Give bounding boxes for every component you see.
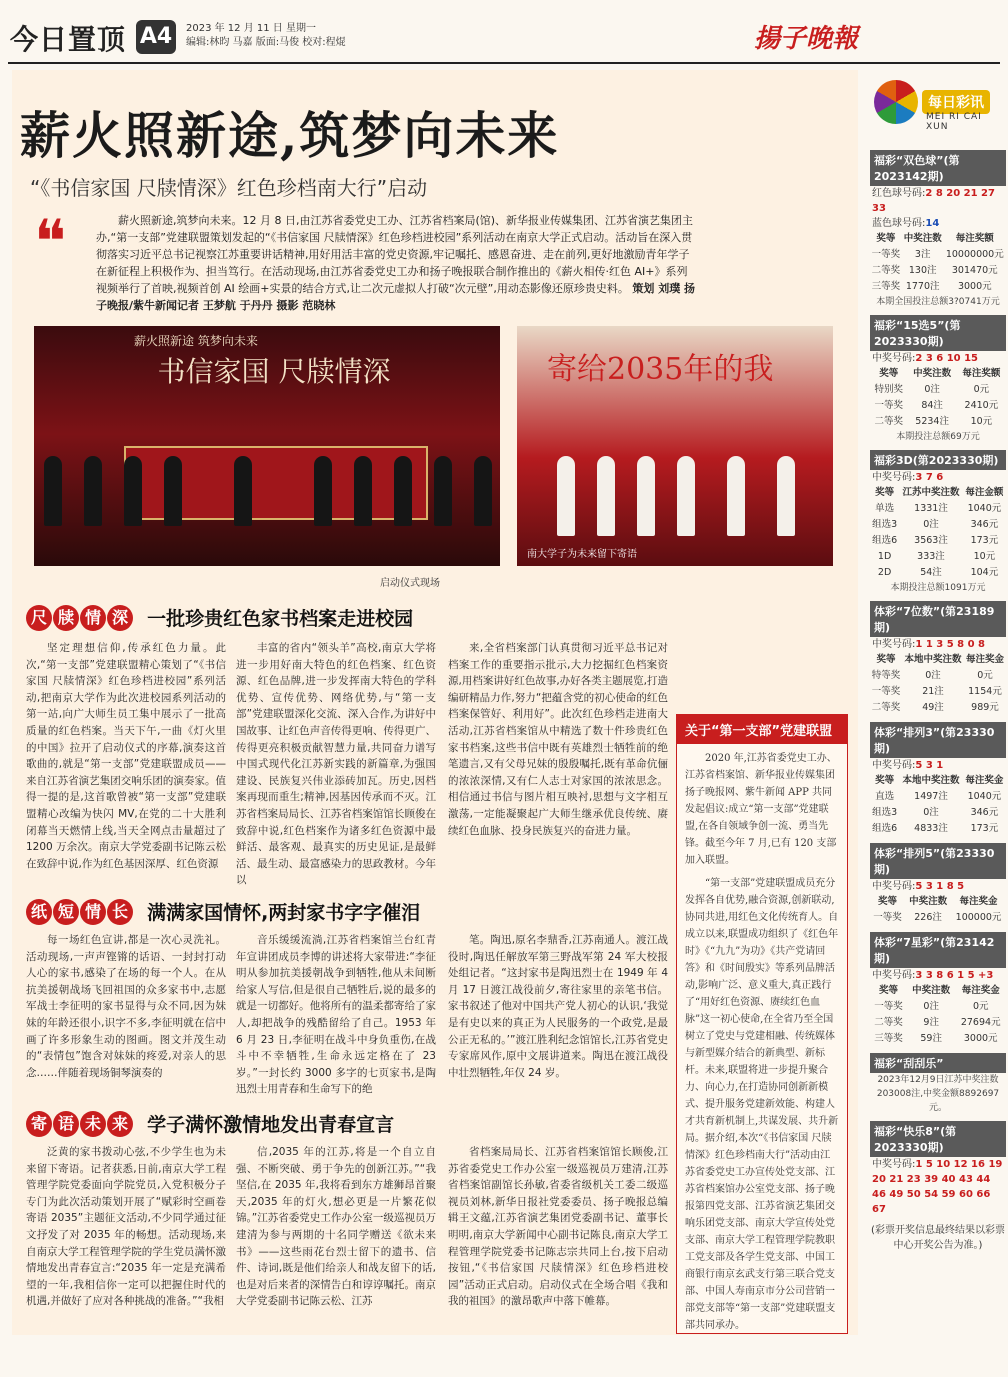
quote-mark-icon: ❝ bbox=[34, 207, 67, 277]
section-title: 学子满怀激情地发出青春宣言 bbox=[147, 1114, 395, 1136]
paragraph: 笔。陶迅,原名李鼎香,江苏南通人。渡江战役时,陶迅任解放军第三野战军第 24 军大校报处组记者。“这封家书是陶迅烈士在 1949 年 4 月 17 日渡江战役前夕,寄往家里的亲笔书信。家书叙述了他对中国共产党人初心的认识,‘我觉是有史以来的真正为人民服务的一个政党,是最公正无私的。’”渡江胜利纪念馆馆长,江苏省党史专家席风作,原中文展讲道来。陶迅在渡江战役中壮烈牺牲,年仅 24 岁。 bbox=[448, 934, 668, 1079]
prize-table-row bbox=[870, 517, 1006, 533]
prize-table-row bbox=[870, 279, 1006, 295]
section-2-col-3 bbox=[448, 932, 668, 1100]
prize-table-cell: 346元 bbox=[970, 807, 999, 818]
section-3-header bbox=[26, 1110, 394, 1140]
lead-paragraph bbox=[96, 212, 696, 314]
prize-table-header-cell: 奖等 bbox=[876, 654, 896, 665]
paragraph: 音乐缓缓流淌,江苏省档案馆兰台红青年宣讲团成员李博的讲述将大家带进:“李征明从参加抗美援朝战争到牺牲,他从未间断给家人写信,但是很自己牺牲后,说的最多的就是一切都好。他将所有的温柔都寄给了家人,却把战争的残酷留给了自己。1953 年 6 月 23 日,李征明在战斗中身负重伤,在战斗中不幸牺牲,生命永远定格在了 23 岁。”一封长约 3000 多字的七页家书,是陶迅烈士用青春和生命写下的绝 bbox=[236, 934, 436, 1096]
sidebar-text bbox=[677, 744, 847, 1334]
lottery-number-label: 中奖号码: bbox=[872, 881, 916, 892]
lottery-games bbox=[870, 150, 1006, 1217]
section-3-col-1 bbox=[26, 1144, 226, 1330]
lottery-game-title: 体彩“排列3”(第23330期) bbox=[870, 722, 1006, 758]
prize-table-cell: 226注 bbox=[914, 912, 942, 923]
sidebar-paragraph: “第一支部”党建联盟成员充分发挥各自优势,融合资源,创新联动,协同共进,用红色文化传统育人。自成立以来,联盟成功组织了《红色年时》《“九九”为功》《共产党请回答》和《时间殷实》等系列品牌活动,影响广泛、意义重大,真正践行了“用好红色资源、赓续红色血脉”这一初心使命,在全省乃至全国树立了党史与党建相融、传统媒体与新型媒介结合的新典型、新标杆。未来,联盟将进一步提升聚合力、向心力,在打造协同创新新模式、提升服务党建新效能、构建人才共育新机制上,共谋发展、共升新局。据介绍,本次“《书信家国 尺牍情深》红色珍档南大行”活动由江苏省委党史工办宣传处党支部、江苏省档案馆办公室党支部、扬子晚报第四党支部、江苏省演艺集团交响乐团党支部、南京大学宣传处党支部、南京大学工程管理学院教职工党支部及各学生党支部、中国工商银行南京玄武支行第三联合党支部、中国人寿南京市分公司营销一部党支部等“第一支部”党建联盟支部共同承办。 bbox=[685, 878, 839, 1331]
prize-table-header-cell: 每注奖金 bbox=[961, 985, 1000, 996]
lottery-winning-numbers: 2 8 20 21 27 33 bbox=[872, 188, 995, 214]
lottery-number-line bbox=[870, 1157, 1006, 1217]
lottery-game-title: 福彩“双色球”(第2023142期) bbox=[870, 150, 1006, 186]
prize-table-header bbox=[870, 485, 1006, 501]
prize-table-row bbox=[870, 684, 1006, 700]
lottery-game bbox=[870, 1053, 1006, 1115]
section-badge-char: 语 bbox=[53, 1111, 79, 1137]
subheadline: “《书信家国 尺牍情深》红色珍档南大行”启动 bbox=[30, 176, 428, 200]
prize-table-cell: 10元 bbox=[970, 416, 993, 427]
prize-table-cell: 301470元 bbox=[951, 265, 998, 276]
lottery-game bbox=[870, 601, 1006, 716]
prize-table-row bbox=[870, 533, 1006, 549]
section-title: 一批珍贵红色家书档案走进校园 bbox=[147, 608, 414, 630]
lottery-game-title: 福彩“快乐8”(第2023330期) bbox=[870, 1121, 1006, 1157]
lottery-winning-numbers: 3 7 6 bbox=[915, 472, 944, 483]
prize-table-cell: 特等奖 bbox=[871, 670, 901, 681]
prize-table-cell: 0元 bbox=[977, 670, 993, 681]
prize-table-cell: 0注 bbox=[923, 1001, 939, 1012]
lottery-winning-numbers: 5 3 1 bbox=[915, 760, 944, 771]
prize-table-cell: 10元 bbox=[973, 551, 996, 562]
section-badge-char: 情 bbox=[80, 899, 106, 925]
prize-table-cell: 27694元 bbox=[960, 1017, 1001, 1028]
prize-table-row bbox=[870, 999, 1006, 1015]
prize-table-cell: 1331注 bbox=[914, 503, 948, 514]
prize-table-cell: 989元 bbox=[971, 702, 999, 713]
prize-table-header-cell: 每注奖金 bbox=[965, 654, 1004, 665]
prize-table-cell: 54注 bbox=[920, 567, 942, 578]
person-figure bbox=[314, 456, 332, 526]
lottery-winning-numbers: 3 3 8 6 1 5 +3 bbox=[915, 970, 994, 981]
section-label: 今日置顶 bbox=[10, 23, 127, 56]
prize-table-cell: 一等奖 bbox=[871, 249, 901, 260]
prize-table-row bbox=[870, 668, 1006, 684]
lottery-logo-pinyin: MEI RI CAI XUN bbox=[926, 112, 982, 132]
lottery-number-label: 中奖号码: bbox=[872, 639, 916, 650]
person-figure bbox=[637, 456, 655, 536]
prize-table-row bbox=[870, 549, 1006, 565]
lottery-winning-numbers: 1 5 10 12 16 19 20 21 23 39 40 43 44 46 49 50 54 59 60 66 67 bbox=[872, 1159, 1003, 1215]
prize-table-header-cell: 奖等 bbox=[875, 487, 895, 498]
prize-table-cell: 3000元 bbox=[963, 1033, 998, 1044]
lottery-logo-text: 每日彩讯 bbox=[922, 90, 990, 114]
sidebar-paragraph: 2020 年,江苏省委党史工办、江苏省档案馆、新华报业传媒集团扬子晚报网、紫牛新闻 APP 共同发起倡议:成立“第一支部”党建联盟,在各自领域争创一流、勇当先锋。截至今年 7 月,已有 120 支部加入联盟。 bbox=[685, 753, 837, 866]
prize-table-header-cell: 本地中奖注数 bbox=[904, 654, 962, 665]
prize-table bbox=[870, 485, 1006, 581]
person-figure bbox=[44, 456, 62, 526]
prize-table-cell: 1497注 bbox=[914, 791, 948, 802]
person-figure bbox=[124, 456, 142, 526]
paragraph: 省档案局局长、江苏省档案馆馆长顾俊,江苏省委党史工作办公室一级巡视员万建清,江苏省档案馆副馆长孙敏,省委省级机关工委二级巡视员刘林,新华日报社党委委员、扬子晚报总编辑王文蕴,江苏省演艺集团党委副书记、董事长明明,南京大学新闻中心副书记陈良,南京大学工程管理学院党委书记陈志宗共同上台,按下启动按钮,“《书信家国 尺牍情深》红色珍档进校园”活动正式启动。启动仪式在全场合唱《我和我的祖国》的激昂歌声中落下帷幕。 bbox=[448, 1146, 668, 1308]
lottery-footnote: (彩票开奖信息最终结果以彩票中心开奖公告为准。) bbox=[871, 1225, 1005, 1251]
prize-table-header-cell: 每注奖额 bbox=[962, 368, 1001, 379]
prize-table-cell: 49注 bbox=[922, 702, 944, 713]
prize-table-cell: 组选3 bbox=[872, 519, 898, 530]
prize-table-row bbox=[870, 398, 1006, 414]
paragraph: 泛黄的家书拨动心弦,不少学生也为未来留下寄语。记者获悉,日前,南京大学工程管理学院党委面向学院党员,入党积极分子专门为此次活动策划开展了“赋彩时空画卷 寄语 2035”主题征文活动,不少同学通过征文抒发了对 2035 年的畅想。活动现场,来自南京大学工程管理学院的学生党员满怀激情地发出青春宣言:“2035 年一定是充满希望的一年,我相信你一定可以把握住时代的机遇,并做好了应对各种挑战的准备。”“我相 bbox=[26, 1146, 226, 1308]
prize-table-cell: 二等奖 bbox=[874, 416, 904, 427]
prize-table-cell: 1040元 bbox=[967, 791, 1002, 802]
prize-table-header bbox=[870, 652, 1006, 668]
lottery-game bbox=[870, 150, 1006, 309]
lottery-note: 本期全国投注总额3?0741万元 bbox=[876, 297, 1000, 307]
prize-table-cell: 2D bbox=[877, 567, 892, 578]
prize-table-cell: 一等奖 bbox=[871, 686, 901, 697]
prize-table-cell: 10000000元 bbox=[945, 249, 1004, 260]
lottery-winning-numbers: 2 3 6 10 15 bbox=[915, 353, 979, 364]
lottery-number-label: 蓝色球号码: bbox=[872, 218, 926, 229]
lottery-game bbox=[870, 932, 1006, 1047]
prize-table-header-cell: 每注奖金 bbox=[959, 896, 998, 907]
prize-table-cell: 3000元 bbox=[957, 281, 992, 292]
prize-table-cell: 1040元 bbox=[967, 503, 1002, 514]
prize-table-cell: 3563注 bbox=[914, 535, 948, 546]
prize-table-cell: 59注 bbox=[920, 1033, 942, 1044]
prize-table-header bbox=[870, 983, 1006, 999]
section-3-col-3 bbox=[448, 1144, 668, 1330]
prize-table-row bbox=[870, 700, 1006, 716]
prize-table-cell: 2410元 bbox=[964, 400, 999, 411]
person-figure bbox=[394, 456, 412, 526]
prize-table-cell: 104元 bbox=[970, 567, 999, 578]
lottery-number-line bbox=[870, 758, 1006, 773]
paragraph: 坚定理想信仰,传承红色力量。此次,“第一支部”党建联盟精心策划了“《书信家国 尺牍情深》红色珍档进校园”系列活动,把南京大学作为此次进校园系列活动的第一站,向广大师生员工集中展示了一批高质量的红色档案。当天下午,一曲《灯火里的中国》拉开了启动仪式的序幕,演奏这首歌曲的,就是“第一支部”党建联盟成员——来自江苏省演艺集团交响乐团的演奏家。值得一提的是,这首歌曾被“第一支部”党建联盟精心改编为快闪 MV,在党的二十大胜利闭幕当天燃情上线,当天全网点击量超过了 1200 万余次。南京大学党委副书记陈云松在致辞中说,作为红色基因深厚、红色资源 bbox=[26, 642, 226, 870]
person-figure bbox=[597, 456, 615, 536]
section-1-col-3 bbox=[448, 640, 668, 890]
prize-table-header-cell: 奖等 bbox=[878, 896, 898, 907]
prize-table-cell: 0注 bbox=[923, 807, 939, 818]
prize-table-row bbox=[870, 382, 1006, 398]
prize-table-header-cell: 奖等 bbox=[876, 233, 896, 244]
section-badge-char: 纸 bbox=[26, 899, 52, 925]
prize-table-row bbox=[870, 821, 1006, 837]
lottery-number-line bbox=[870, 879, 1006, 894]
prize-table bbox=[870, 366, 1006, 430]
prize-table-cell: 直选 bbox=[875, 791, 895, 802]
lottery-logo bbox=[870, 70, 1006, 150]
section-badge-char: 寄 bbox=[26, 1111, 52, 1137]
person-figure bbox=[557, 456, 575, 536]
launch-ceremony-photo bbox=[34, 326, 500, 566]
prize-table-cell: 三等奖 bbox=[874, 1033, 903, 1044]
prize-table-cell: 84注 bbox=[921, 400, 943, 411]
section-2-col-2 bbox=[236, 932, 436, 1100]
prize-table-cell: 130注 bbox=[908, 265, 937, 276]
prize-table-cell: 1D bbox=[877, 551, 892, 562]
person-figure bbox=[677, 456, 695, 536]
lottery-game-title: 体彩“7位数”(第23189期) bbox=[870, 601, 1006, 637]
lottery-game-title: 体彩“排列5”(第23330期) bbox=[870, 843, 1006, 879]
prize-table-cell: 二等奖 bbox=[871, 702, 901, 713]
prize-table-cell: 173元 bbox=[970, 535, 999, 546]
prize-table-header bbox=[870, 231, 1006, 247]
header-meta bbox=[186, 22, 346, 50]
photo-b-caption: 南大学子为未来留下寄语 bbox=[527, 549, 637, 560]
prize-table-cell: 5234注 bbox=[915, 416, 949, 427]
lottery-column bbox=[870, 70, 1006, 1360]
header-divider bbox=[8, 62, 1000, 64]
section-badge-char: 长 bbox=[107, 899, 133, 925]
prize-table-cell: 21注 bbox=[922, 686, 944, 697]
paragraph: 丰富的省内“领头羊”高校,南京大学将进一步用好南大特色的红色档案、红色资源、红色品牌,进一步发挥南大特色的学科优势、宣传优势、网络优势,与“第一支部”党建联盟深化交流、深入合作,为讲好中国故事、让红色声音传得更响、传得更广、传得更亮积极贡献智慧力量,共同奋力谱写中国式现代化江苏新实践的新篇章,为强国建设、民族复兴伟业添砖加瓦。历史,因档案再现而重生;精神,因基因传承而不灭。江苏省档案局局长、江苏省档案馆馆长顾俊在致辞中说,红色档案作为诸多红色资源中最鲜活、最客观、最真实的历史见证,是最鲜活、最生动、最富感染力的思政教材。今年以 bbox=[236, 642, 436, 887]
editors-line: 编辑:林昀 马嘉 版面:马俊 校对:程焜 bbox=[186, 37, 346, 48]
lottery-number-label: 红色球号码: bbox=[872, 188, 926, 199]
prize-table-cell: 1770注 bbox=[905, 281, 940, 292]
lottery-game bbox=[870, 1121, 1006, 1217]
lottery-number-line bbox=[870, 186, 1006, 216]
prize-table-cell: 333注 bbox=[917, 551, 945, 562]
prize-table-cell: 组选6 bbox=[872, 823, 898, 834]
section-badge-char: 未 bbox=[80, 1111, 106, 1137]
prize-table-row bbox=[870, 565, 1006, 581]
lottery-number-line bbox=[870, 637, 1006, 652]
prize-table-header-cell: 每注金额 bbox=[965, 487, 1004, 498]
prize-table-header-cell: 中奖注数 bbox=[913, 368, 952, 379]
prize-table-cell: 3注 bbox=[914, 249, 931, 260]
section-badge-char: 来 bbox=[107, 1111, 133, 1137]
lottery-game-title: 福彩“15选5”(第2023330期) bbox=[870, 315, 1006, 351]
prize-table-cell: 0元 bbox=[972, 1001, 989, 1012]
paragraph: 每一场红色宣讲,都是一次心灵洗礼。活动现场,一声声铿锵的话语、一封封打动人心的家书,感染了在场的每一个人。在从抗美援朝战场飞回祖国的众多家书中,志愿军战士李征明的家书显得与众不同,因为妹妹的年龄还很小,识字不多,李征明就在信中画了许多形象生动的图画。图文并茂生动的“表情包”饱含对妹妹的疼爱,对亲人的思念……伴随着现场铜琴演奏的 bbox=[26, 934, 226, 1079]
prize-table bbox=[870, 894, 1006, 926]
page-number-badge: A4 bbox=[136, 20, 176, 54]
prize-table-cell: 1154元 bbox=[968, 686, 1002, 697]
alliance-sidebar bbox=[676, 714, 848, 1334]
prize-table-cell: 4833注 bbox=[914, 823, 948, 834]
prize-table-header-cell: 本地中奖注数 bbox=[902, 775, 960, 786]
section-1-header bbox=[26, 604, 413, 634]
lottery-game-title: 体彩“7星彩”(第23142期) bbox=[870, 932, 1006, 968]
paragraph: 信,2035 年的江苏,将是一个自立自强、不断突破、勇于争先的创新江苏。”“我坚信,在 2035 年,我将看到东方雄狮昂首聚天,2035 年的灯火,想必更是一片繁花似锦。”江苏省委党史工作办公室一级巡视员万建清为参与两期的十名同学赠送《欲未来书》——这些雨花台烈士留下的遗书、信件、诗词,既是他们给亲人和战友留下的话,也是对后来者的深情告白和谆谆嘱托。南京大学党委副书记陈云松、江苏 bbox=[236, 1146, 436, 1308]
section-badge-char: 深 bbox=[107, 605, 133, 631]
prize-table-cell: 346元 bbox=[970, 519, 999, 530]
photo-b-title: 寄给2035年的我 bbox=[547, 352, 774, 387]
students-message-photo bbox=[517, 326, 833, 566]
prize-table-row bbox=[870, 1015, 1006, 1031]
prize-table-header-cell: 奖等 bbox=[875, 775, 895, 786]
prize-table bbox=[870, 652, 1006, 716]
prize-table-cell: 0注 bbox=[925, 670, 941, 681]
section-2-header bbox=[26, 898, 420, 928]
lottery-number-label: 中奖号码: bbox=[872, 760, 916, 771]
person-figure bbox=[164, 456, 182, 526]
prize-table-cell: 二等奖 bbox=[871, 265, 901, 276]
section-badge-char: 短 bbox=[53, 899, 79, 925]
prize-table-row bbox=[870, 263, 1006, 279]
person-figure bbox=[434, 456, 452, 526]
prize-table-header-cell: 中奖注数 bbox=[909, 896, 948, 907]
prize-table-header-cell: 中奖注数 bbox=[903, 233, 942, 244]
lottery-fan-icon bbox=[874, 80, 918, 124]
prize-table-cell: 组选3 bbox=[872, 807, 898, 818]
section-3-col-2 bbox=[236, 1144, 436, 1330]
prize-table-row bbox=[870, 247, 1006, 263]
section-badge-char: 情 bbox=[80, 605, 106, 631]
lottery-note: 本期投注总额1091万元 bbox=[890, 583, 986, 593]
prize-table-header bbox=[870, 366, 1006, 382]
person-figure bbox=[474, 456, 492, 526]
prize-table-cell: 三等奖 bbox=[871, 281, 901, 292]
prize-table bbox=[870, 983, 1006, 1047]
lottery-winning-numbers: 5 3 1 8 5 bbox=[915, 881, 965, 892]
lottery-game bbox=[870, 843, 1006, 926]
prize-table-row bbox=[870, 501, 1006, 517]
lottery-winning-numbers: 14 bbox=[925, 218, 940, 229]
prize-table-row bbox=[870, 805, 1006, 821]
date-line: 2023 年 12 月 11 日 星期一 bbox=[186, 23, 316, 34]
section-badge-char: 牍 bbox=[53, 605, 79, 631]
lottery-number-label: 中奖号码: bbox=[872, 472, 916, 483]
prize-table bbox=[870, 773, 1006, 837]
headline: 薪火照新途,筑梦向未来 bbox=[20, 106, 560, 165]
person-figure bbox=[777, 456, 795, 536]
prize-table-cell: 组选6 bbox=[872, 535, 898, 546]
prize-table-header-cell: 奖等 bbox=[879, 368, 899, 379]
prize-table-cell: 单选 bbox=[875, 503, 895, 514]
lottery-game-title: 福彩3D(第2023330期) bbox=[870, 450, 1006, 470]
lottery-number-line bbox=[870, 216, 1006, 231]
prize-table-cell: 0注 bbox=[923, 519, 939, 530]
sidebar-title: 关于“第一支部”党建联盟 bbox=[677, 715, 847, 744]
lottery-number-line bbox=[870, 351, 1006, 366]
person-figure bbox=[234, 456, 252, 526]
lead-text: 薪火照新途,筑梦向未来。12 月 8 日,由江苏省委党史工办、江苏省档案局(馆)、新华报业传媒集团、江苏省演艺集团主办,“第一支部”党建联盟策划发起的“《书信家国 尺牍情深》红色珍档进校园”系列活动在南京大学正式启动。活动旨在深入贯彻落实习近平总书记视察江苏重要讲话精神,用好用活丰富的党史资源,牢记嘱托、感恩奋进、走在前列,更好地激励青年学子在新征程上积极作为、担当笃行。在活动现场,由江苏省委党史工办和扬子晚报联合制作推出的《薪火相传·红色 AI+》系列视频举行了首映,视频首创 AI 绘画+实景的结合方式,让二次元虚拟人打破“次元壁”,用动态影像还原珍贵史料。 bbox=[96, 214, 694, 295]
section-1-col-2 bbox=[236, 640, 436, 890]
lottery-note: 2023年12月9日江苏中奖注数203008注,中奖金额8892697元。 bbox=[876, 1075, 1000, 1113]
prize-table-cell: 0元 bbox=[973, 384, 990, 395]
prize-table-row bbox=[870, 414, 1006, 430]
prize-table bbox=[870, 231, 1006, 295]
lottery-number-line bbox=[870, 968, 1006, 983]
prize-table-cell: 0注 bbox=[924, 384, 940, 395]
prize-table-header-cell: 奖等 bbox=[878, 985, 898, 996]
prize-table-cell: 173元 bbox=[970, 823, 999, 834]
photo-banner-small: 薪火照新途 筑梦向未来 bbox=[134, 334, 258, 348]
photo-a-caption: 启动仪式现场 bbox=[380, 578, 440, 589]
lottery-note: 本期投注总额69万元 bbox=[896, 432, 980, 442]
prize-table-cell: 100000元 bbox=[955, 912, 1002, 923]
prize-table-cell: 二等奖 bbox=[874, 1017, 903, 1028]
prize-table-cell: 一等奖 bbox=[873, 912, 902, 923]
prize-table-header bbox=[870, 894, 1006, 910]
prize-table-header-cell: 中奖注数 bbox=[912, 985, 951, 996]
section-1-col-1 bbox=[26, 640, 226, 890]
section-title: 满满家国情怀,两封家书字字催泪 bbox=[147, 902, 421, 924]
prize-table-header bbox=[870, 773, 1006, 789]
newspaper-logo: 揚子晚報 bbox=[753, 24, 858, 54]
lottery-number-label: 中奖号码: bbox=[872, 1159, 916, 1170]
lottery-game bbox=[870, 450, 1006, 595]
prize-table-header-cell: 每注奖额 bbox=[955, 233, 994, 244]
prize-table-cell: 特别奖 bbox=[874, 384, 904, 395]
credits: 策划 刘璞 扬子晚报/紫牛新闻记者 王梦航 于丹丹 摄影 范晓林 bbox=[96, 282, 696, 312]
prize-table-header-cell: 每注奖金 bbox=[965, 775, 1004, 786]
prize-table-cell: 9注 bbox=[923, 1017, 939, 1028]
lottery-game bbox=[870, 722, 1006, 837]
lottery-number-label: 中奖号码: bbox=[872, 970, 916, 981]
prize-table-header-cell: 江苏中奖注数 bbox=[902, 487, 960, 498]
prize-table-row bbox=[870, 789, 1006, 805]
photo-banner: 书信家国 尺牍情深 bbox=[157, 355, 391, 388]
person-figure bbox=[84, 456, 102, 526]
section-2-col-1 bbox=[26, 932, 226, 1100]
lottery-game bbox=[870, 315, 1006, 444]
prize-table-cell: 一等奖 bbox=[874, 400, 904, 411]
prize-table-cell: 一等奖 bbox=[874, 1001, 903, 1012]
person-figure bbox=[354, 456, 372, 526]
lottery-number-line bbox=[870, 470, 1006, 485]
paragraph: 来,全省档案部门认真贯彻习近平总书记对档案工作的重要指示批示,大力挖掘红色档案资源,用档案讲好红色故事,办好各类主题展览,打造编研精品力作,努力“把蕴含党的初心使命的红色档案保管好、利用好”。此次红色珍档走进南大活动,江苏省档案馆从中精选了数十件珍贵红色家书档案,这些书信中既有英雄烈士牺牲前的绝笔遗言,又有父母兄妹的殷殷嘱托,既有革命伉俪的浓浓深情,又有仁人志士对家国的浓浓思念。相信通过书信与图片相互映衬,思想与文字相互激荡,一定能凝聚起广大师生继承优良传统、赓续红色血脉、投身民族复兴的奋进力量。 bbox=[448, 642, 668, 837]
prize-table-row bbox=[870, 910, 1006, 926]
lottery-winning-numbers: 1 1 3 5 8 0 8 bbox=[915, 639, 985, 650]
lottery-game-title: 福彩“刮刮乐” bbox=[870, 1053, 1006, 1073]
section-badge-char: 尺 bbox=[26, 605, 52, 631]
prize-table-row bbox=[870, 1031, 1006, 1047]
lottery-number-label: 中奖号码: bbox=[872, 353, 916, 364]
person-figure bbox=[727, 456, 745, 536]
